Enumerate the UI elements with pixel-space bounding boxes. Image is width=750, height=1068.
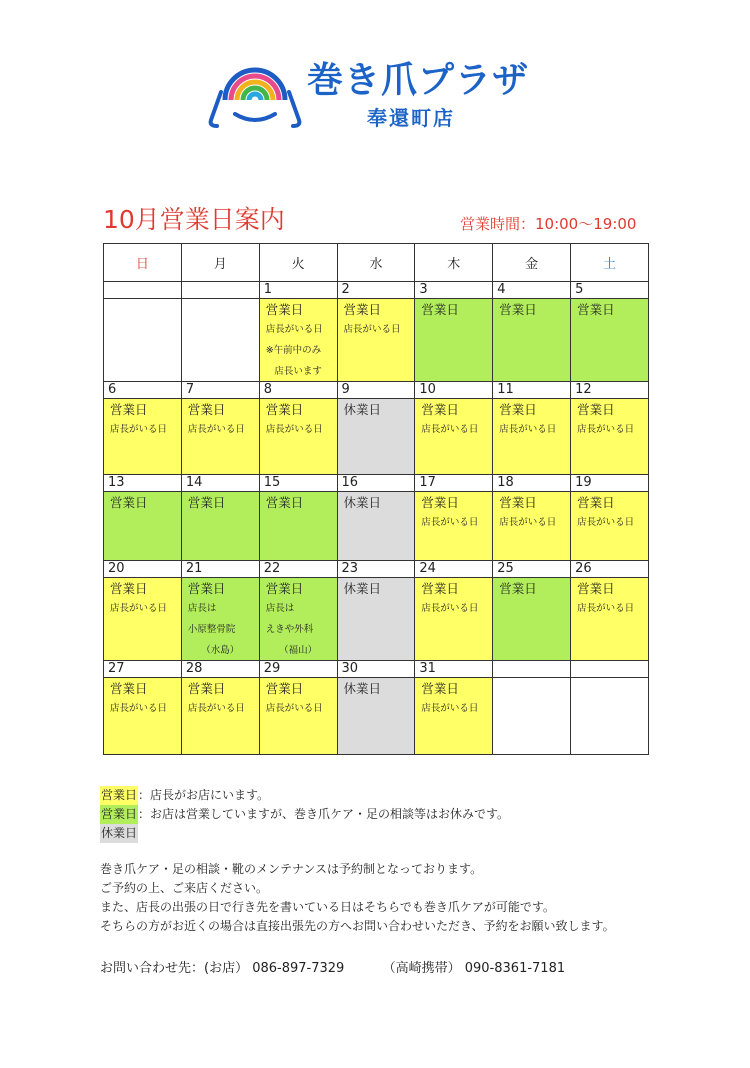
day-cell-open: [493, 299, 571, 382]
day-cell-open-manager: [181, 678, 259, 755]
day-number: [493, 661, 571, 678]
rainbow-face-logo-icon: [205, 48, 305, 130]
day-cell-open-manager: [415, 678, 493, 755]
week-2-status: [104, 399, 649, 475]
day-cell-open-manager: [104, 578, 182, 661]
day-number: 25: [493, 561, 571, 578]
day-status: 営業日: [265, 681, 304, 696]
day-note: 店長がいる日: [577, 424, 635, 435]
weekday-header-row: [104, 244, 649, 282]
day-cell-closed: [337, 578, 415, 661]
logo: [205, 48, 565, 138]
day-number: 6: [104, 382, 182, 399]
day-number: 16: [337, 475, 415, 492]
day-note: （水島）: [201, 645, 240, 656]
day-cell-open-manager: [571, 399, 649, 475]
day-cell-open-manager: [104, 399, 182, 475]
day-status: 営業日: [577, 402, 615, 417]
day-cell-open-manager: [259, 299, 337, 382]
day-note: 店長がいる日: [499, 424, 557, 435]
day-note: 店長がいる日: [421, 703, 479, 714]
day-number: 7: [181, 382, 259, 399]
day-cell-open-trip: [259, 578, 337, 661]
week-3-status: [104, 492, 649, 561]
day-cell-open-manager: [181, 399, 259, 475]
day-status: 休業日: [343, 402, 382, 417]
day-status: 営業日: [265, 402, 304, 417]
weekday-mon: 月: [181, 244, 259, 282]
day-cell-open: [259, 492, 337, 561]
day-number: 10: [415, 382, 493, 399]
contact-info: [100, 957, 565, 976]
day-cell-open: [493, 578, 571, 661]
day-status: 休業日: [343, 495, 382, 510]
day-status: 営業日: [187, 495, 226, 510]
day-status: 営業日: [110, 581, 148, 596]
day-note: 店長がいる日: [421, 424, 479, 435]
day-note: （福山）: [279, 645, 318, 656]
shop-phone: 086-897-7329: [252, 961, 345, 976]
day-note: 店長がいる日: [187, 703, 245, 714]
day-note: 店長がいる日: [110, 603, 168, 614]
day-note: 店長がいる日: [110, 424, 168, 435]
day-number: 11: [493, 382, 571, 399]
day-status: 営業日: [265, 495, 304, 510]
day-cell-empty: [104, 299, 182, 382]
week-5-dates: [104, 661, 649, 678]
day-note: 店長います: [274, 366, 322, 377]
day-note: 店長がいる日: [187, 424, 245, 435]
day-note: 店長は: [265, 603, 295, 614]
day-status: 営業日: [187, 402, 226, 417]
day-number: 24: [415, 561, 493, 578]
calendar-legend: [100, 786, 509, 843]
day-cell-open: [571, 299, 649, 382]
day-status: 営業日: [421, 681, 459, 696]
day-number: 23: [337, 561, 415, 578]
day-status: 営業日: [421, 581, 459, 596]
day-number: 27: [104, 661, 182, 678]
weekday-thu: 木: [415, 244, 493, 282]
day-status: 営業日: [421, 402, 459, 417]
day-status: 営業日: [499, 581, 537, 596]
day-cell-open-manager: [571, 578, 649, 661]
legend-row-gray: [100, 824, 509, 843]
day-cell-open: [415, 299, 493, 382]
reservation-notes: [100, 860, 615, 936]
week-2-dates: [104, 382, 649, 399]
day-note: 店長がいる日: [265, 324, 323, 335]
day-number: 2: [337, 282, 415, 299]
day-cell-open-trip: [181, 578, 259, 661]
legend-text-yellow: ：店長がお店にいます。: [138, 788, 270, 802]
day-note: ※午前中のみ: [265, 345, 322, 356]
day-number: 5: [571, 282, 649, 299]
day-status: 営業日: [343, 302, 382, 317]
day-cell-open-manager: [571, 492, 649, 561]
day-number: 26: [571, 561, 649, 578]
day-status: 休業日: [343, 581, 382, 596]
day-number: 17: [415, 475, 493, 492]
week-1-status: [104, 299, 649, 382]
mobile-phone: 090-8361-7181: [464, 961, 566, 976]
weekday-tue: 火: [259, 244, 337, 282]
note-line: 巻き爪ケア・足の相談・靴のメンテナンスは予約制となっております。: [100, 862, 483, 876]
day-status: 営業日: [499, 495, 537, 510]
legend-text-green: ：お店は営業していますが、巻き爪ケア・足の相談等はお休みです。: [138, 807, 510, 821]
day-cell-open-manager: [493, 399, 571, 475]
day-cell-open-manager: [415, 399, 493, 475]
day-status: 営業日: [265, 302, 304, 317]
day-status: 営業日: [187, 581, 226, 596]
week-5-status: [104, 678, 649, 755]
day-number: 22: [259, 561, 337, 578]
legend-marker-green: 営業日: [100, 805, 138, 824]
day-status: 営業日: [110, 681, 148, 696]
weekday-fri: 金: [493, 244, 571, 282]
day-note: 小原整骨院: [187, 624, 236, 635]
day-status: 営業日: [110, 402, 148, 417]
day-cell-closed: [337, 492, 415, 561]
day-note: 店長がいる日: [421, 517, 479, 528]
day-cell-open: [181, 492, 259, 561]
day-note: 店長がいる日: [343, 324, 401, 335]
day-number: [571, 661, 649, 678]
day-status: 営業日: [110, 495, 148, 510]
legend-marker-gray: 休業日: [100, 824, 138, 843]
business-hours: 営業時間：10:00〜19:00: [460, 215, 637, 233]
legend-row-yellow: [100, 786, 509, 805]
day-cell-empty: [181, 299, 259, 382]
day-note: 店長がいる日: [577, 603, 635, 614]
calendar-title: 10月営業日案内: [103, 205, 285, 234]
legend-row-green: [100, 805, 509, 824]
day-number: 15: [259, 475, 337, 492]
day-cell-open-manager: [104, 678, 182, 755]
day-cell-closed: [337, 399, 415, 475]
day-note: 店長がいる日: [421, 603, 479, 614]
day-status: 営業日: [499, 402, 537, 417]
note-line: また、店長の出張の日で行き先を書いている日はそちらでも巻き爪ケアが可能です。: [100, 900, 555, 914]
day-note: 店長がいる日: [499, 517, 557, 528]
weekday-sun: 日: [104, 244, 182, 282]
week-3-dates: [104, 475, 649, 492]
day-cell-open-manager: [259, 399, 337, 475]
day-cell-open-manager: [493, 492, 571, 561]
day-number: 8: [259, 382, 337, 399]
day-note: えきや外科: [265, 624, 314, 635]
week-4-dates: [104, 561, 649, 578]
day-note: 店長がいる日: [577, 517, 635, 528]
logo-branch: 奉還町店: [367, 106, 455, 130]
day-cell-open-manager: [415, 578, 493, 661]
day-status: 営業日: [265, 581, 304, 596]
day-note: 店長がいる日: [110, 703, 168, 714]
day-number: 29: [259, 661, 337, 678]
day-number: 19: [571, 475, 649, 492]
legend-marker-yellow: 営業日: [100, 786, 138, 805]
day-number: 20: [104, 561, 182, 578]
day-number: 28: [181, 661, 259, 678]
logo-name: 巻き爪プラザ: [307, 60, 530, 101]
day-status: 営業日: [421, 302, 459, 317]
day-number: 21: [181, 561, 259, 578]
day-note: 店長がいる日: [265, 424, 323, 435]
day-number: 3: [415, 282, 493, 299]
mobile-label: （高崎携帯）: [382, 961, 461, 976]
weekday-wed: 水: [337, 244, 415, 282]
day-cell-open-manager: [259, 678, 337, 755]
day-status: 営業日: [499, 302, 537, 317]
day-cell-open-manager: [337, 299, 415, 382]
day-number: 18: [493, 475, 571, 492]
day-number: 31: [415, 661, 493, 678]
day-number: 30: [337, 661, 415, 678]
day-status: 営業日: [577, 302, 615, 317]
business-calendar: [103, 243, 649, 755]
day-status: 営業日: [577, 581, 615, 596]
day-number: [181, 282, 259, 299]
day-status: 営業日: [577, 495, 615, 510]
day-cell-empty: [571, 678, 649, 755]
day-note: 店長がいる日: [265, 703, 323, 714]
weekday-sat: 土: [571, 244, 649, 282]
day-cell-open: [104, 492, 182, 561]
contact-label: お問い合わせ先：(お店）: [100, 961, 249, 976]
day-number: [104, 282, 182, 299]
day-number: 12: [571, 382, 649, 399]
day-number: 1: [259, 282, 337, 299]
note-line: そちらの方がお近くの場合は直接出張先の方へお問い合わせいただき、予約をお願い致します。: [100, 919, 615, 933]
day-cell-empty: [493, 678, 571, 755]
week-4-status: [104, 578, 649, 661]
day-status: 休業日: [343, 681, 382, 696]
note-line: ご予約の上、ご来店ください。: [100, 881, 269, 895]
week-1-dates: [104, 282, 649, 299]
day-number: 13: [104, 475, 182, 492]
day-cell-open-manager: [415, 492, 493, 561]
day-number: 4: [493, 282, 571, 299]
day-note: 店長は: [187, 603, 217, 614]
day-status: 営業日: [421, 495, 459, 510]
day-number: 14: [181, 475, 259, 492]
day-number: 9: [337, 382, 415, 399]
day-status: 営業日: [187, 681, 226, 696]
day-cell-closed: [337, 678, 415, 755]
